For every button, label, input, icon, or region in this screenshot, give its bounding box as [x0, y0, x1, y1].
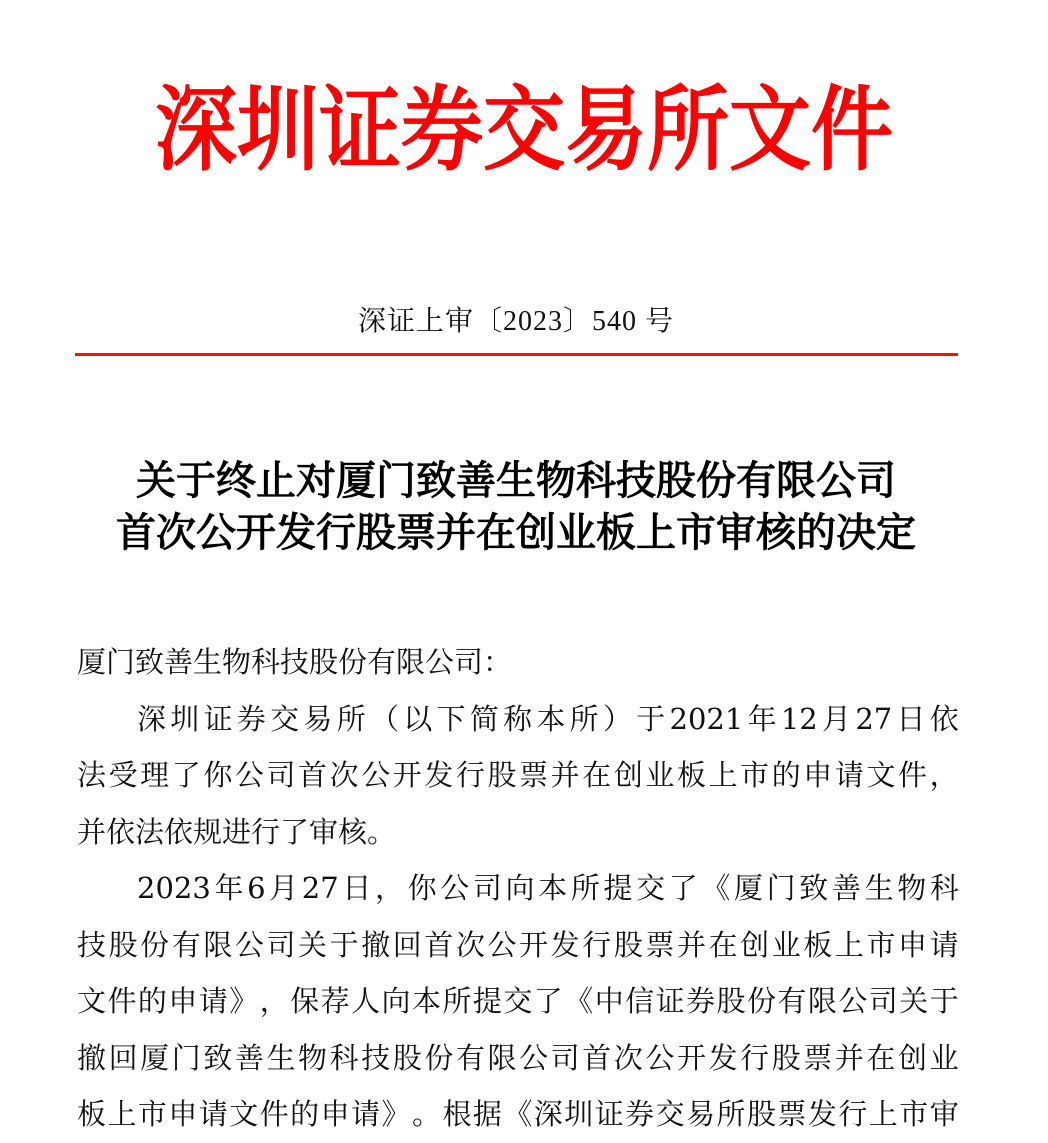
document-body — [77, 634, 959, 1143]
body-line: 板 上 市 申 请 文 件 的 申 请 》 。 根 据 《 深 圳 证 券 交 易 所 股 票 发 行 上 市 审 — [77, 1097, 959, 1131]
masthead-title: 深圳证券交易所文件 — [154, 76, 893, 184]
body-line: 2023 年 6 月 27 日 ， 你 公 司 向 本 所 提 交 了 《 厦 门 致 善 生 物 科 — [137, 871, 959, 905]
body-line: 法 受 理 了 你 公 司 首 次 公 开 发 行 股 票 并 在 创 业 板 上 市 的 申 请 文 件 ， — [77, 758, 959, 792]
document-title — [0, 455, 1032, 559]
title-line-1: 关于终止对厦门致善生物科技股份有限公司 — [136, 457, 896, 504]
body-line: 并依法依规进行了审核。 — [77, 814, 397, 849]
title-line-2: 首次公开发行股票并在创业板上市审核的决定 — [116, 509, 916, 556]
body-line: 技 股 份 有 限 公 司 关 于 撤 回 首 次 公 开 发 行 股 票 并 在 创 业 板 上 市 申 请 — [77, 927, 959, 962]
body-line: 文 件 的 申 请 》 ， 保 荐 人 向 本 所 提 交 了 《 中 信 证 券 股 份 有 限 公 司 关 于 — [77, 984, 959, 1018]
red-divider-rule — [75, 353, 958, 356]
body-line: 深 圳 证 券 交 易 所 （ 以 下 简 称 本 所 ） 于 2021 年 12 月 27 日 依 — [137, 701, 959, 736]
body-line: 撤 回 厦 门 致 善 生 物 科 技 股 份 有 限 公 司 首 次 公 开 发 行 股 票 并 在 创 业 — [77, 1040, 959, 1075]
document-number: 深证上审〔2023〕540 号 — [357, 306, 674, 337]
addressee: 厦门致善生物科技股份有限公司： — [77, 645, 513, 679]
